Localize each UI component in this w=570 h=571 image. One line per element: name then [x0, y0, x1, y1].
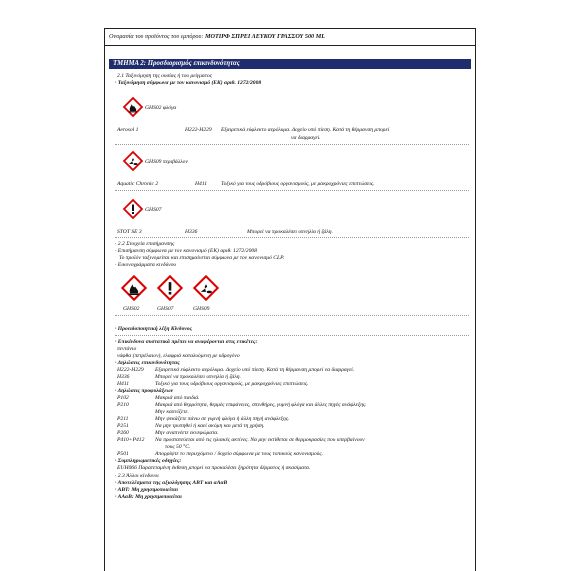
ghs02-label: GHS02 φλόγα [145, 105, 177, 111]
ghs09-label: GHS09 περιβάλλον [145, 159, 188, 165]
class-aquatic: Aquatic Chronic 2 [117, 181, 159, 187]
section-2-3-heading: · 2.3 Άλλοι κίνδυνοι [115, 473, 159, 479]
clp-line: Το προϊόν ταξινομείται και επισημαίνεται σύμφωνα με τον κανονισμό CLP. [119, 255, 285, 261]
text-h222: Εξαιρετικά εύφλεκτο αερόλυμα. Δοχείο υπό πίεση. Κατά τη θέρμανση μπορεί [221, 127, 390, 133]
p-code: P260 [117, 430, 129, 436]
p-text: Απορρίψτε το περιεχόμενο / δοχείο σύμφωνα με τους τοπικούς κανονισμούς. [155, 451, 323, 457]
p-code: P410+P412 [117, 437, 145, 443]
p-code: P210 [117, 402, 129, 408]
signal-word: · Προειδοποιητική λέξη Κίνδυνος [115, 326, 193, 332]
precaution-heading: · Δηλώσεις προφυλάξεων [115, 388, 174, 394]
pbt-line: · ΑΒΤ: Μη χρησιμοποιείται [115, 487, 178, 493]
pictogram-label-ghs02: GHS02 [123, 306, 140, 312]
dotted-divider [115, 190, 469, 191]
dotted-divider [115, 237, 469, 238]
ghs09-pictogram-icon [193, 275, 219, 301]
pbt-assessment-heading: · Αποτελέσματα της αξιολόγησης ΑΒΤ και αΑαΒ [115, 480, 228, 486]
ghs02-flame-icon [123, 97, 143, 117]
ghs07-label: GHS07 [145, 207, 162, 213]
codes-h336: H336 [185, 229, 198, 235]
p-code: P251 [117, 423, 129, 429]
p-text: Μην καπνίζετε. [155, 409, 189, 415]
p-code: P102 [117, 395, 129, 401]
dotted-divider [115, 144, 469, 145]
dotted-divider [115, 335, 469, 336]
supplementary-heading: · Συμπληρωματικές οδηγίες: [115, 458, 182, 464]
p-text: Να προστατεύεται από τις ηλιακές ακτίνες. Να μην εκτίθεται σε θερμοκρασίες που υπερβαίνουν [155, 437, 365, 443]
euh066-text: EUH066 Παρατεταμένη έκθεση μπορεί να προκαλέσει ξηρότητα δέρματος ή σκασίματα. [117, 465, 311, 471]
h-text: Μπορεί να προκαλέσει υπνηλία ή ζάλη. [155, 374, 241, 380]
product-prefix: Ονομασία του προϊόντος του εμπόρου: [109, 33, 204, 40]
labelling-line: · Επισήμανση σύμφωνα με τον κανονισμό (ΕΚ) αριθ. 1272/2008 [115, 248, 257, 254]
text-h411: Τοξικό για τους υδρόβιους οργανισμούς, με μακροχρόνιες επιπτώσεις. [221, 181, 375, 187]
pictograms-heading: · Εικονογράμματα κινδύνου [115, 262, 176, 268]
class-stot: STOT SE 3 [117, 229, 142, 235]
section-title-bar: ΤΜΗΜΑ 2: Προσδιορισμός επικινδυνότητας [109, 59, 471, 69]
h-text: Τοξικό για τους υδρόβιους οργανισμούς, με μακροχρόνιες επιπτώσεις. [155, 381, 309, 387]
p-code: P501 [117, 451, 129, 457]
header-rule [105, 45, 475, 46]
text-h336: Μπορεί να προκαλέσει υπνηλία ή ζάλη. [247, 229, 333, 235]
classification-heading: · Ταξινόμηση σύμφωνα με τον κανονισμό (ΕΚ) αριθ. 1272/2008 [115, 80, 262, 86]
h-code: H411 [117, 381, 130, 387]
product-identifier-line [109, 33, 325, 40]
ghs09-environment-icon [123, 151, 143, 171]
text-h222-cont: να διαρραγεί. [291, 135, 321, 141]
section-2-1-heading: 2.1 Ταξινόμηση της ουσίας ή του μείγματος [117, 73, 212, 79]
dotted-divider [115, 315, 469, 316]
p-text: Μακριά από θερμότητα, θερμές επιφάνειες, σπινθήρες, γυμνή φλόγα και άλλες πηγές ανάφλεξης. [155, 402, 367, 408]
component-2: νάφθα (πετρέλαιον), ελαφριά καταλυόμενη με υδρογόνο [117, 353, 240, 359]
hazard-statements-heading: · Δηλώσεις επικινδυνότητας [115, 360, 180, 366]
h-text: Εξαιρετικά εύφλεκτο αερόλυμα. Δοχείο υπό πίεση. Κατά τη θέρμανση μπορεί να διαρραγεί. [155, 367, 355, 373]
codes-h411: H411 [195, 181, 208, 187]
section-2-2-heading: · 2.2 Στοιχεία επισήμανσης [115, 241, 175, 247]
p-text: τους 50 °C. [165, 444, 191, 450]
h-code: H336 [117, 374, 130, 380]
document-page [104, 28, 476, 571]
components-heading: · Επικίνδυνα συστατικά πρέπει να αναφέρονται στις ετικέτες: [115, 339, 258, 345]
component-1: πεντάνιο [117, 346, 137, 352]
p-text: Να μην τρυπηθεί ή καεί ακόμη και μετά τη χρήση. [155, 423, 265, 429]
pictogram-label-ghs07: GHS07 [157, 306, 174, 312]
product-name: ΜΟΤΙΡΦ ΣΠΡΕΙ ΛΕΥΚΟΥ ΓΡΑΣΣΟΥ 500 ML [204, 33, 325, 40]
class-aerosol: Aerosol 1 [117, 127, 139, 133]
p-text: Μακριά από παιδιά. [155, 395, 200, 401]
ghs02-pictogram-icon [121, 275, 147, 301]
p-code: P211 [117, 416, 129, 422]
p-text: Μην ψεκάζετε πάνω σε γυμνή φλόγα ή άλλη πηγή ανάφλεξης. [155, 416, 290, 422]
codes-h222: H222-H229 [185, 127, 212, 133]
ghs07-pictogram-icon [157, 275, 183, 301]
vpvb-line: · ΑΑαΒ: Μη χρησιμοποιείται [115, 494, 182, 500]
ghs07-exclamation-icon [123, 199, 143, 219]
pictogram-label-ghs09: GHS09 [193, 306, 210, 312]
h-code: H222-H229 [117, 367, 144, 373]
p-text: Μην αναπνέετε εκνεφώματα. [155, 430, 219, 436]
